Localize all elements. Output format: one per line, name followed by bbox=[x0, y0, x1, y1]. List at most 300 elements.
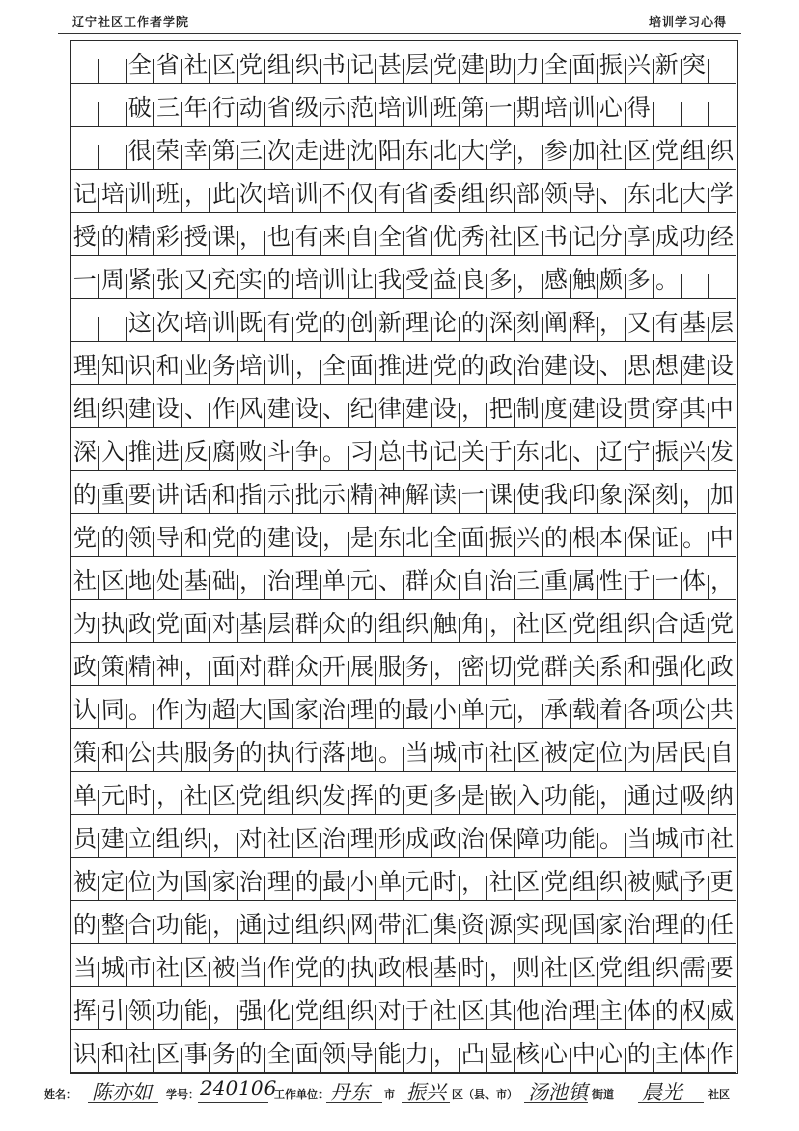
handwritten-char: 最 bbox=[321, 867, 347, 897]
handwritten-char: 读 bbox=[432, 480, 458, 510]
handwritten-char: 市 bbox=[681, 824, 707, 854]
handwritten-char: 务 bbox=[404, 652, 430, 682]
handwritten-char: 织 bbox=[487, 179, 513, 209]
handwritten-line bbox=[71, 953, 736, 983]
handwritten-char: 政 bbox=[709, 652, 735, 682]
handwritten-char: 项 bbox=[654, 695, 680, 725]
handwritten-char: 学 bbox=[487, 136, 513, 166]
handwritten-line bbox=[71, 824, 736, 854]
handwritten-char bbox=[680, 265, 709, 296]
handwritten-char: 基 bbox=[681, 308, 707, 338]
handwritten-char: 习 bbox=[349, 437, 375, 467]
handwritten-char: 群 bbox=[404, 566, 430, 596]
handwritten-char: 区 bbox=[183, 953, 209, 983]
handwritten-char: 建 bbox=[100, 824, 126, 854]
handwritten-char: 础 bbox=[210, 566, 236, 596]
handwritten-char: 的 bbox=[377, 781, 403, 811]
handwritten-char: 员 bbox=[72, 824, 98, 854]
handwritten-char: ， bbox=[210, 996, 236, 1026]
district-value: 振兴 bbox=[406, 1080, 446, 1104]
handwritten-char: 其 bbox=[681, 394, 707, 424]
handwritten-char: 批 bbox=[293, 480, 319, 510]
handwritten-char: 分 bbox=[598, 222, 624, 252]
handwritten-char: 全 bbox=[432, 523, 458, 553]
handwritten-char: 突 bbox=[681, 50, 707, 80]
handwritten-char: 角 bbox=[460, 609, 486, 639]
handwritten-char: 居 bbox=[654, 738, 680, 768]
handwritten-char: 授 bbox=[72, 222, 98, 252]
handwritten-char: 。 bbox=[321, 437, 347, 467]
handwritten-char: 三 bbox=[515, 566, 541, 596]
community-value: 晨光 bbox=[642, 1080, 682, 1104]
handwritten-char: 不 bbox=[321, 179, 347, 209]
handwritten-char: 织 bbox=[404, 609, 430, 639]
handwritten-char: 保 bbox=[626, 523, 652, 553]
handwritten-char: 刻 bbox=[515, 308, 541, 338]
handwritten-char: 社 bbox=[183, 781, 209, 811]
handwritten-char: 实 bbox=[515, 910, 541, 940]
handwritten-char: 公 bbox=[127, 738, 153, 768]
handwritten-char: 破 bbox=[127, 93, 153, 123]
handwritten-char: 知 bbox=[100, 351, 126, 381]
name-underline bbox=[88, 1102, 158, 1103]
handwritten-char: ， bbox=[460, 394, 486, 424]
district-label: 区（县、市） bbox=[452, 1088, 518, 1101]
handwritten-char: 组 bbox=[266, 50, 292, 80]
handwritten-char: 组 bbox=[626, 953, 652, 983]
handwritten-char: 东 bbox=[626, 179, 652, 209]
handwritten-char: 承 bbox=[543, 695, 569, 725]
handwritten-char: 推 bbox=[377, 351, 403, 381]
handwritten-char: 策 bbox=[72, 738, 98, 768]
handwritten-char: 位 bbox=[127, 867, 153, 897]
handwritten-char: 。 bbox=[377, 738, 403, 768]
handwritten-char: 培 bbox=[377, 93, 403, 123]
handwritten-char: ， bbox=[487, 953, 513, 983]
handwritten-char: 众 bbox=[321, 609, 347, 639]
handwritten-char: 属 bbox=[571, 566, 596, 596]
writing-row bbox=[71, 557, 736, 600]
handwritten-char: 纳 bbox=[709, 781, 735, 811]
handwritten-char: 社 bbox=[709, 824, 735, 854]
handwritten-char: 体 bbox=[681, 566, 707, 596]
handwritten-char: 主 bbox=[654, 1039, 680, 1069]
handwritten-char: 区 bbox=[626, 136, 652, 166]
handwritten-char: 三 bbox=[155, 93, 181, 123]
handwritten-char: 作 bbox=[155, 695, 181, 725]
handwritten-char: 、 bbox=[598, 179, 624, 209]
handwritten-char: 识 bbox=[72, 1039, 98, 1069]
handwritten-char: 甚 bbox=[377, 50, 403, 80]
handwritten-char: 书 bbox=[543, 222, 569, 252]
handwritten-char: 入 bbox=[515, 781, 541, 811]
handwritten-char: 治 bbox=[321, 695, 347, 725]
handwritten-char: 服 bbox=[377, 652, 403, 682]
handwritten-line bbox=[71, 93, 736, 123]
handwritten-char: 超 bbox=[210, 695, 236, 725]
writing-row bbox=[71, 858, 736, 901]
handwritten-char: 的 bbox=[321, 953, 347, 983]
handwritten-char: 织 bbox=[321, 910, 347, 940]
handwritten-line bbox=[71, 437, 736, 467]
handwritten-char: 自 bbox=[709, 738, 735, 768]
handwritten-char: 权 bbox=[681, 996, 707, 1026]
handwritten-line bbox=[71, 652, 736, 682]
handwritten-char: 社 bbox=[487, 867, 513, 897]
handwritten-line bbox=[71, 867, 736, 897]
handwritten-char: 家 bbox=[210, 867, 236, 897]
handwritten-char: 、 bbox=[377, 566, 403, 596]
handwritten-char: 期 bbox=[515, 93, 541, 123]
handwritten-char: 家 bbox=[598, 910, 624, 940]
handwritten-char: ， bbox=[210, 910, 236, 940]
handwritten-char: 省 bbox=[266, 93, 292, 123]
handwritten-char: 要 bbox=[709, 953, 735, 983]
handwritten-char: 性 bbox=[598, 566, 624, 596]
handwritten-char: 全 bbox=[321, 351, 347, 381]
handwritten-char: 受 bbox=[404, 265, 430, 295]
handwritten-char: 他 bbox=[515, 996, 541, 1026]
handwritten-char: 穿 bbox=[654, 394, 680, 424]
handwritten-line bbox=[71, 308, 736, 338]
handwritten-char: 贯 bbox=[626, 394, 652, 424]
handwritten-char: 记 bbox=[72, 179, 98, 209]
handwritten-char: 执 bbox=[266, 738, 292, 768]
handwritten-char: 训 bbox=[321, 265, 347, 295]
handwritten-char: 斗 bbox=[266, 437, 292, 467]
handwritten-char: 心 bbox=[598, 93, 624, 123]
handwritten-char: 为 bbox=[72, 609, 98, 639]
handwritten-char: 全 bbox=[543, 50, 569, 80]
handwritten-char: 有 bbox=[293, 222, 319, 252]
handwritten-char: 面 bbox=[349, 351, 375, 381]
name-label: 姓名： bbox=[44, 1088, 77, 1101]
handwritten-char: 我 bbox=[377, 265, 403, 295]
handwritten-char: 、 bbox=[183, 394, 209, 424]
handwritten-char: 重 bbox=[100, 480, 126, 510]
handwritten-char: 国 bbox=[183, 867, 209, 897]
handwritten-char: 城 bbox=[654, 824, 680, 854]
handwritten-char: ， bbox=[432, 1039, 458, 1069]
handwritten-char: 级 bbox=[293, 93, 319, 123]
handwritten-char: 作 bbox=[709, 1039, 735, 1069]
handwritten-char: 区 bbox=[515, 738, 541, 768]
handwritten-char: 区 bbox=[515, 867, 541, 897]
handwritten-char: 需 bbox=[681, 953, 707, 983]
handwritten-char: 一 bbox=[460, 480, 486, 510]
handwritten-char: 领 bbox=[127, 523, 153, 553]
handwritten-char: 腐 bbox=[210, 437, 236, 467]
handwritten-char: 的 bbox=[100, 222, 126, 252]
handwritten-char: 政 bbox=[377, 953, 403, 983]
handwritten-char: 和 bbox=[155, 351, 181, 381]
writing-row bbox=[71, 170, 736, 213]
handwritten-char: 使 bbox=[515, 480, 541, 510]
handwritten-char: 振 bbox=[487, 523, 513, 553]
handwritten-char: 又 bbox=[626, 308, 652, 338]
handwritten-char: 务 bbox=[210, 1039, 236, 1069]
community-underline bbox=[638, 1102, 704, 1103]
handwritten-char: 面 bbox=[210, 652, 236, 682]
handwritten-char: 单 bbox=[377, 867, 403, 897]
handwritten-char: 学 bbox=[709, 179, 735, 209]
handwritten-char: 党 bbox=[238, 50, 264, 80]
handwritten-char: 课 bbox=[210, 222, 236, 252]
handwritten-char bbox=[98, 50, 127, 81]
handwritten-char: 思 bbox=[626, 351, 652, 381]
writing-row bbox=[71, 600, 736, 643]
handwritten-char: 众 bbox=[293, 652, 319, 682]
handwritten-char: 挥 bbox=[72, 996, 98, 1026]
handwritten-char: 位 bbox=[598, 738, 624, 768]
handwritten-char: 导 bbox=[155, 523, 181, 553]
handwritten-char: 度 bbox=[543, 394, 569, 424]
handwritten-char: 面 bbox=[571, 50, 596, 80]
writing-row bbox=[71, 643, 736, 686]
handwritten-char: 东 bbox=[377, 523, 403, 553]
handwritten-char: 助 bbox=[487, 50, 513, 80]
handwritten-char: 的 bbox=[266, 265, 292, 295]
handwritten-char: ， bbox=[155, 781, 181, 811]
handwritten-char: 执 bbox=[100, 609, 126, 639]
handwritten-char bbox=[708, 50, 737, 81]
handwritten-char: 社 bbox=[266, 824, 292, 854]
handwritten-char: 进 bbox=[155, 437, 181, 467]
handwritten-char: 大 bbox=[681, 179, 707, 209]
handwritten-char: 推 bbox=[127, 437, 153, 467]
writing-row bbox=[71, 342, 736, 385]
handwritten-char: 良 bbox=[460, 265, 486, 295]
handwritten-char: 治 bbox=[626, 910, 652, 940]
writing-row bbox=[71, 901, 736, 944]
handwritten-char: 能 bbox=[183, 910, 209, 940]
handwritten-char: 此 bbox=[210, 179, 236, 209]
handwritten-char: 动 bbox=[238, 93, 264, 123]
handwritten-char: 周 bbox=[100, 265, 126, 295]
handwritten-char: 加 bbox=[709, 480, 735, 510]
handwritten-char: ， bbox=[598, 781, 624, 811]
handwritten-char: 共 bbox=[709, 695, 735, 725]
handwritten-char bbox=[680, 93, 709, 124]
handwritten-char: 吸 bbox=[681, 781, 707, 811]
handwritten-char: 织 bbox=[598, 867, 624, 897]
handwritten-line bbox=[71, 265, 736, 295]
handwritten-char: 着 bbox=[598, 695, 624, 725]
handwritten-char: 基 bbox=[238, 609, 264, 639]
handwritten-char: 心 bbox=[598, 1039, 624, 1069]
handwritten-char: 训 bbox=[127, 179, 153, 209]
handwritten-char: 威 bbox=[709, 996, 735, 1026]
handwritten-char: 被 bbox=[626, 867, 652, 897]
handwritten-char: 力 bbox=[404, 1039, 430, 1069]
handwritten-char: 行 bbox=[293, 738, 319, 768]
handwritten-char: 核 bbox=[515, 1039, 541, 1069]
handwritten-line bbox=[71, 1039, 736, 1069]
handwritten-char: 紧 bbox=[127, 265, 153, 295]
handwritten-char: 区 bbox=[543, 609, 569, 639]
handwritten-char: 精 bbox=[127, 222, 153, 252]
handwritten-char: 党 bbox=[238, 781, 264, 811]
writing-row bbox=[71, 385, 736, 428]
handwritten-char: 时 bbox=[432, 867, 458, 897]
handwritten-char: 北 bbox=[432, 136, 458, 166]
handwritten-char: 为 bbox=[626, 738, 652, 768]
handwritten-char: 新 bbox=[654, 50, 680, 80]
handwritten-char: 国 bbox=[571, 910, 596, 940]
handwritten-char: 能 bbox=[377, 1039, 403, 1069]
writing-row bbox=[71, 256, 736, 299]
handwritten-char: 政 bbox=[127, 609, 153, 639]
handwritten-char: 元 bbox=[100, 781, 126, 811]
handwritten-char: 赋 bbox=[654, 867, 680, 897]
handwritten-char: 触 bbox=[571, 265, 596, 295]
handwritten-char: 系 bbox=[598, 652, 624, 682]
handwritten-char: 共 bbox=[155, 738, 181, 768]
work-unit-label: 工作单位： bbox=[274, 1088, 329, 1101]
handwritten-char: 的 bbox=[654, 996, 680, 1026]
handwritten-char: 过 bbox=[266, 910, 292, 940]
writing-row bbox=[71, 729, 736, 772]
handwritten-char: 全 bbox=[266, 1039, 292, 1069]
handwritten-char: 为 bbox=[183, 695, 209, 725]
handwritten-char: 成 bbox=[404, 824, 430, 854]
handwritten-char: 密 bbox=[460, 652, 486, 682]
handwritten-char: 中 bbox=[709, 523, 735, 553]
handwritten-char: 指 bbox=[238, 480, 264, 510]
handwritten-char: 区 bbox=[571, 953, 596, 983]
name-value: 陈亦如 bbox=[92, 1080, 152, 1104]
handwritten-char: 党 bbox=[543, 867, 569, 897]
handwritten-line bbox=[71, 480, 736, 510]
handwritten-char: 地 bbox=[349, 738, 375, 768]
handwritten-char: 理 bbox=[404, 308, 430, 338]
handwritten-char: 书 bbox=[404, 437, 430, 467]
handwritten-char: 大 bbox=[238, 695, 264, 725]
handwritten-char: 设 bbox=[571, 351, 596, 381]
handwritten-char: 导 bbox=[349, 1039, 375, 1069]
handwritten-char: 振 bbox=[654, 437, 680, 467]
handwritten-char: 兴 bbox=[681, 437, 707, 467]
handwritten-char: 政 bbox=[432, 824, 458, 854]
handwritten-char: 关 bbox=[460, 437, 486, 467]
handwritten-char: 对 bbox=[210, 609, 236, 639]
handwritten-char: 汇 bbox=[404, 910, 430, 940]
handwritten-char: 党 bbox=[432, 50, 458, 80]
handwritten-char: 党 bbox=[598, 953, 624, 983]
handwritten-char: ， bbox=[183, 179, 209, 209]
handwritten-char: 织 bbox=[100, 394, 126, 424]
handwritten-char: 心 bbox=[543, 1039, 569, 1069]
handwritten-char: 书 bbox=[321, 50, 347, 80]
handwritten-char: 被 bbox=[543, 738, 569, 768]
handwritten-char: 进 bbox=[404, 351, 430, 381]
handwritten-char: 社 bbox=[155, 953, 181, 983]
handwritten-char: 时 bbox=[127, 781, 153, 811]
city-label: 市 bbox=[384, 1088, 395, 1101]
handwritten-char: 发 bbox=[709, 437, 735, 467]
handwritten-char: 创 bbox=[349, 308, 375, 338]
handwritten-char: 设 bbox=[709, 351, 735, 381]
handwritten-char: 障 bbox=[515, 824, 541, 854]
handwritten-char: 社 bbox=[515, 609, 541, 639]
handwritten-char: 兴 bbox=[626, 50, 652, 80]
handwritten-char: 社 bbox=[127, 1039, 153, 1069]
handwritten-char: 一 bbox=[487, 93, 513, 123]
writing-row bbox=[71, 428, 736, 471]
handwritten-char: 省 bbox=[155, 50, 181, 80]
handwritten-char: ， bbox=[515, 265, 541, 295]
handwritten-char: 加 bbox=[571, 136, 596, 166]
handwritten-char: ， bbox=[432, 652, 458, 682]
handwritten-line bbox=[71, 351, 736, 381]
handwritten-char: 风 bbox=[238, 394, 264, 424]
handwritten-char: 务 bbox=[210, 738, 236, 768]
handwritten-char bbox=[70, 50, 99, 81]
handwritten-char: 关 bbox=[571, 652, 596, 682]
handwritten-char: 当 bbox=[626, 824, 652, 854]
handwritten-char: 政 bbox=[72, 652, 98, 682]
handwritten-char: 民 bbox=[681, 738, 707, 768]
student-id-value: 240106 bbox=[200, 1076, 277, 1100]
handwritten-char: 合 bbox=[127, 910, 153, 940]
handwritten-char: 宁 bbox=[626, 437, 652, 467]
handwritten-char: 群 bbox=[266, 652, 292, 682]
handwritten-char: 公 bbox=[681, 695, 707, 725]
handwritten-char: 颇 bbox=[598, 265, 624, 295]
handwritten-char: 被 bbox=[72, 867, 98, 897]
city-value: 丹东 bbox=[330, 1080, 370, 1104]
handwritten-char: 新 bbox=[377, 308, 403, 338]
handwritten-char: ， bbox=[515, 695, 541, 725]
handwritten-char: 和 bbox=[100, 1039, 126, 1069]
handwritten-char: 刻 bbox=[654, 480, 680, 510]
handwritten-char: 体 bbox=[681, 1039, 707, 1069]
handwritten-char: 区 bbox=[515, 222, 541, 252]
handwritten-char: 的 bbox=[349, 609, 375, 639]
writing-row bbox=[71, 41, 736, 84]
handwritten-char: 得 bbox=[626, 93, 652, 123]
handwritten-char: 多 bbox=[487, 265, 513, 295]
handwritten-line bbox=[71, 136, 736, 166]
handwritten-char: 组 bbox=[293, 910, 319, 940]
handwritten-char: 设 bbox=[155, 394, 181, 424]
handwritten-char: 根 bbox=[571, 523, 596, 553]
handwritten-char: 我 bbox=[543, 480, 569, 510]
handwritten-char: 的 bbox=[321, 308, 347, 338]
handwritten-char: 家 bbox=[293, 695, 319, 725]
handwritten-char: 是 bbox=[349, 523, 375, 553]
handwritten-char: 社 bbox=[487, 738, 513, 768]
handwritten-char: ， bbox=[321, 523, 347, 553]
handwritten-char: 。 bbox=[681, 523, 707, 553]
handwritten-char: 建 bbox=[460, 50, 486, 80]
handwritten-char: 建 bbox=[543, 351, 569, 381]
handwritten-char: 集 bbox=[432, 910, 458, 940]
handwritten-char: 区 bbox=[293, 824, 319, 854]
handwritten-char: 训 bbox=[404, 93, 430, 123]
handwritten-char: 功 bbox=[155, 910, 181, 940]
handwritten-char: 群 bbox=[543, 652, 569, 682]
handwritten-char: 事 bbox=[183, 1039, 209, 1069]
handwritten-char: 层 bbox=[709, 308, 735, 338]
street-label: 街道 bbox=[592, 1088, 614, 1101]
student-id-label: 学号： bbox=[166, 1088, 199, 1101]
handwritten-char: 社 bbox=[183, 50, 209, 80]
writing-row bbox=[71, 213, 736, 256]
handwritten-char: 组 bbox=[377, 609, 403, 639]
handwritten-char: 理 bbox=[571, 996, 596, 1026]
handwritten-char: 政 bbox=[487, 351, 513, 381]
